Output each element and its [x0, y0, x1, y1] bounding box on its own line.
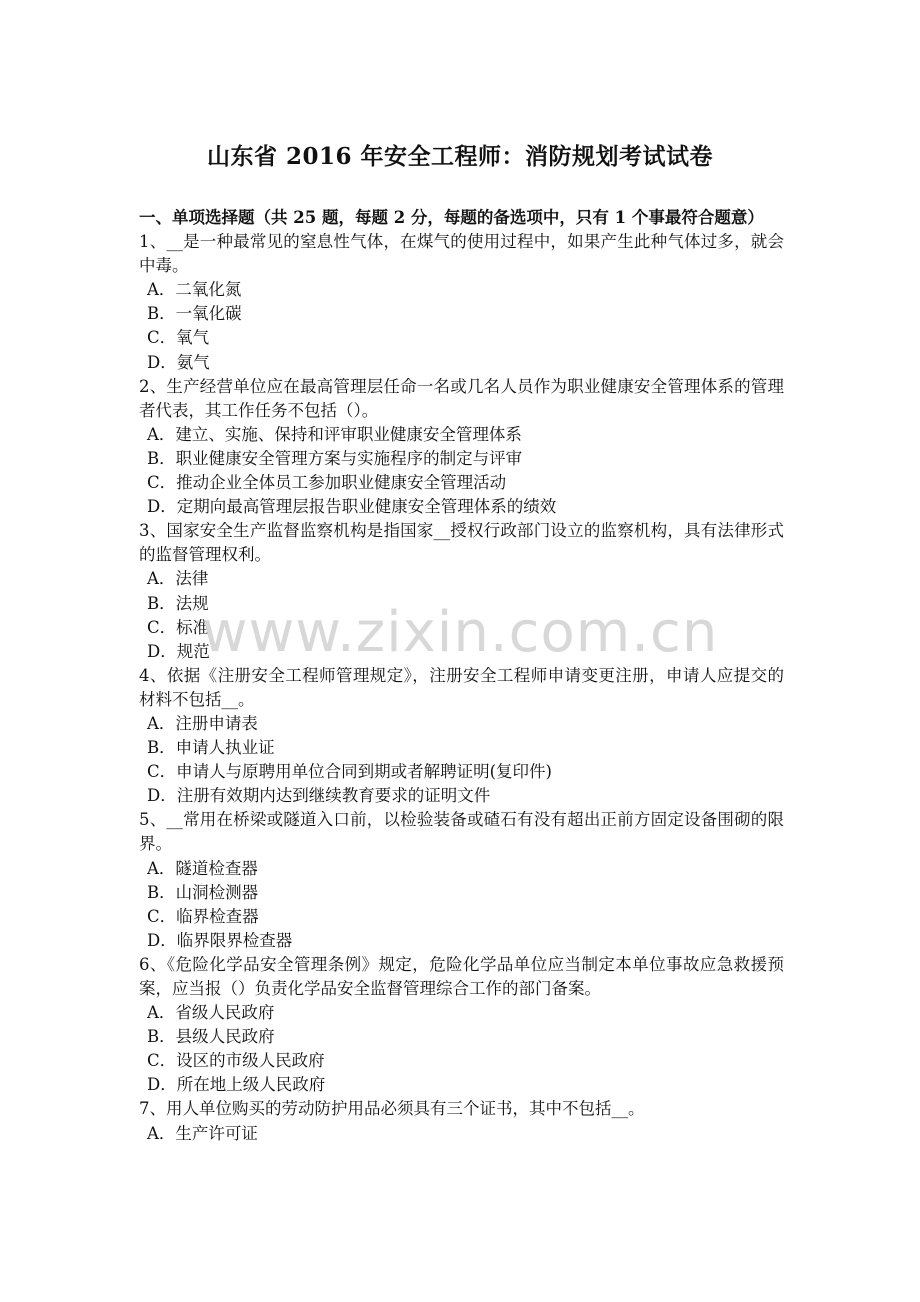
watermark-text: www.zixin.com.cn [201, 600, 719, 665]
question-text: 4、依据《注册安全工程师管理规定》，注册安全工程师申请变更注册，申请人应提交的材料不包括__。 [139, 665, 784, 709]
question-3 [139, 519, 784, 664]
option-b: B．山洞检测器 [147, 882, 259, 902]
document-title: 山东省 2016 年安全工程师：消防规划考试试卷 [206, 143, 714, 170]
question-1 [139, 230, 784, 375]
option-c: C．临界检查器 [147, 906, 259, 926]
option-d: D．所在地上级人民政府 [147, 1075, 326, 1095]
option-b: B．法规 [147, 593, 209, 613]
option-b: B．职业健康安全管理方案与实施程序的制定与评审 [147, 448, 523, 468]
question-text: 7、用人单位购买的劳动防护用品必须具有三个证书，其中不包括__。 [139, 1099, 645, 1119]
option-b: B．申请人执业证 [147, 738, 275, 758]
option-a: A．生产许可证 [147, 1123, 258, 1143]
option-a: A．隧道检查器 [147, 858, 258, 878]
document-body [139, 206, 784, 1146]
question-text: 1、__是一种最常见的窒息性气体，在煤气的使用过程中，如果产生此种气体过多，就会中毒。 [139, 232, 784, 276]
option-a: A．注册申请表 [147, 713, 258, 733]
option-c: C．推动企业全体员工参加职业健康安全管理活动 [147, 473, 507, 493]
question-text: 3、国家安全生产监督监察机构是指国家__授权行政部门设立的监察机构，具有法律形式的监督管理权利。 [139, 521, 784, 565]
option-c: C．申请人与原聘用单位合同到期或者解聘证明(复印件) [147, 762, 552, 782]
option-d: D．规范 [147, 641, 210, 661]
option-c: C．设区的市级人民政府 [147, 1051, 325, 1071]
question-text: 6、《危险化学品安全管理条例》规定，危险化学品单位应当制定本单位事故应急救援预案，应当报（）负责化学品安全监督管理综合工作的部门备案。 [139, 954, 784, 998]
option-c: C．标准 [147, 617, 210, 637]
option-d: D．定期向最高管理层报告职业健康安全管理体系的绩效 [147, 497, 557, 517]
option-b: B．县级人民政府 [147, 1027, 275, 1047]
question-text: 2、生产经营单位应在最高管理层任命一名或几名人员作为职业健康安全管理体系的管理者代表，其工作任务不包括（）。 [139, 376, 784, 420]
option-b: B．一氧化碳 [147, 304, 242, 324]
question-6 [139, 953, 784, 1098]
question-7 [139, 1097, 784, 1145]
option-a: A．法律 [147, 569, 209, 589]
question-text: 5、__常用在桥梁或隧道入口前，以检验装备或碴石有没有超出正前方固定设备围砌的限界。 [139, 810, 784, 854]
option-a: A．建立、实施、保持和评审职业健康安全管理体系 [147, 424, 522, 444]
question-4 [139, 664, 784, 809]
section-heading: 一、单项选择题（共 25 题，每题 2 分，每题的备选项中，只有 1 个事最符合题意） [139, 208, 764, 227]
option-d: D．临界限界检查器 [147, 930, 293, 950]
option-d: D．氨气 [147, 352, 210, 372]
option-c: C．氧气 [147, 328, 210, 348]
question-5 [139, 808, 784, 953]
option-a: A．二氧化氮 [147, 280, 242, 300]
option-d: D．注册有效期内达到继续教育要求的证明文件 [147, 786, 491, 806]
option-a: A．省级人民政府 [147, 1003, 275, 1023]
question-2 [139, 375, 784, 520]
